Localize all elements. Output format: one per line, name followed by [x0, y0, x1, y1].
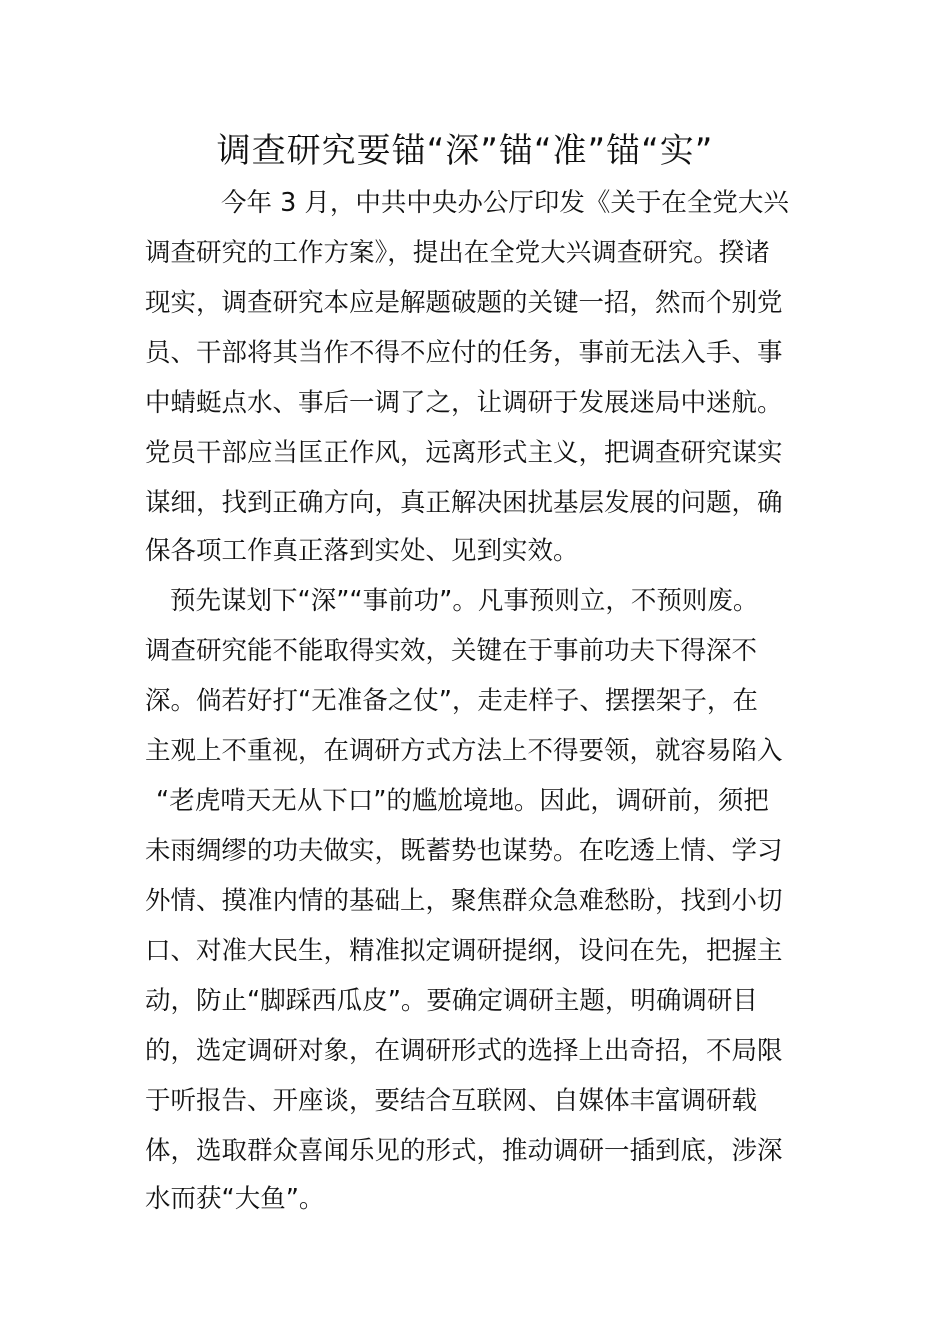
body-line-10: 调查研究能不能取得实效，关键在于事前功夫下得深不: [145, 636, 758, 666]
body-line-15: 外情、摸准内情的基础上，聚焦群众急难愁盼，找到小切: [145, 886, 783, 916]
body-line-14: 未雨绸缪的功夫做实，既蓄势也谋势。在吃透上情、学习: [145, 836, 783, 866]
body-line-13: “老虎啃天无从下口”的尴尬境地。因此，调研前，须把: [156, 786, 769, 816]
body-line-8: 保各项工作真正落到实处、见到实效。: [145, 536, 579, 566]
body-line-9: 预先谋划下“深”“事前功”。凡事预则立，不预则废。: [170, 586, 759, 616]
body-line-21: 水而获“大鱼”。: [145, 1184, 325, 1214]
body-line-5: 中蜻蜓点水、事后一调了之，让调研于发展迷局中迷航。: [145, 388, 783, 418]
body-line-12: 主观上不重视，在调研方式方法上不得要领，就容易陷入: [145, 736, 783, 766]
body-line-7: 谋细，找到正确方向，真正解决困扰基层发展的问题，确: [145, 488, 783, 518]
body-line-6: 党员干部应当匡正作风，远离形式主义，把调查研究谋实: [145, 438, 783, 468]
body-line-17: 动，防止“脚踩西瓜皮”。要确定调研主题，明确调研目: [145, 986, 758, 1016]
body-line-20: 体，选取群众喜闻乐见的形式，推动调研一插到底，涉深: [145, 1136, 783, 1166]
body-line-3: 现实，调查研究本应是解题破题的关键一招，然而个别党: [145, 288, 783, 318]
body-line-1: 今年 3 月，中共中央办公厅印发《关于在全党大兴: [221, 188, 789, 218]
body-line-19: 于听报告、开座谈，要结合互联网、自媒体丰富调研载: [145, 1086, 758, 1116]
document-title: 调查研究要锚“深”锚“准”锚“实”: [216, 131, 714, 171]
body-line-2: 调查研究的工作方案》，提出在全党大兴调查研究。揆诸: [145, 238, 770, 268]
body-line-18: 的，选定调研对象，在调研形式的选择上出奇招，不局限: [145, 1036, 783, 1066]
body-line-11: 深。倘若好打“无准备之仗”，走走样子、摆摆架子，在: [145, 686, 758, 716]
body-line-16: 口、对准大民生，精准拟定调研提纲，设问在先，把握主: [145, 936, 783, 966]
body-line-4: 员、干部将其当作不得不应付的任务，事前无法入手、事: [145, 338, 783, 368]
